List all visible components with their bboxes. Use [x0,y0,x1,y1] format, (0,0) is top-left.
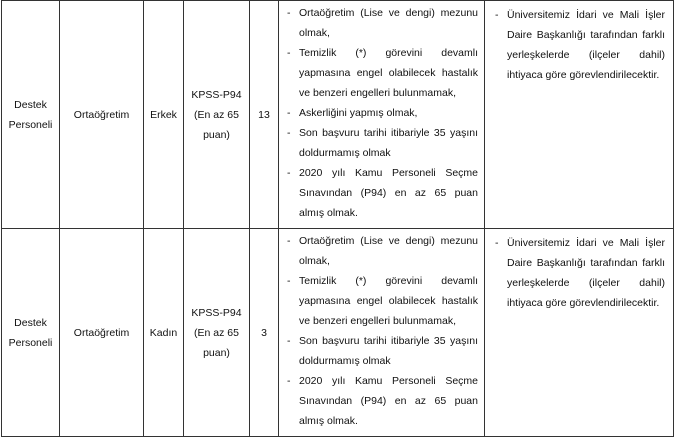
gender-cell: Kadın [144,229,184,437]
education-cell: Ortaöğretim [60,1,144,229]
table-row [2,229,674,437]
count-cell: 3 [250,229,279,437]
score-type-cell: KPSS-P94 (En az 65 puan) [184,1,250,229]
requirement-item: - Temizlik (*) görevini devamlı yapmasına engel olabilecek hastalık ve benzeri engelleri bulunmamak, [285,43,478,103]
positions-table [1,0,674,437]
requirement-item: - Temizlik (*) görevini devamlı yapmasına engel olabilecek hastalık ve benzeri engelleri bulunmamak, [285,271,478,331]
requirement-item: - 2020 yılı Kamu Personeli Seçme Sınavından (P94) en az 65 puan almış olmak. [285,163,478,223]
requirement-item: - Son başvuru tarihi itibariyle 35 yaşını doldurmamış olmak [285,331,478,371]
requirements-cell [279,1,485,229]
gender-cell: Erkek [144,1,184,229]
requirements-list [285,231,478,431]
requirements-cell [279,229,485,437]
requirement-item: - Askerliğini yapmış olmak, [285,103,478,123]
requirement-item: - 2020 yılı Kamu Personeli Seçme Sınavından (P94) en az 65 puan almış olmak. [285,371,478,431]
count-cell: 13 [250,1,279,229]
score-type-cell: KPSS-P94 (En az 65 puan) [184,229,250,437]
category-cell: Destek Personeli [2,229,60,437]
table-row [2,1,674,229]
note-cell [485,1,674,229]
requirement-item: - Ortaöğretim (Lise ve dengi) mezunu olmak, [285,231,478,271]
requirement-item: - Ortaöğretim (Lise ve dengi) mezunu olmak, [285,3,478,43]
requirement-item: - Son başvuru tarihi itibariyle 35 yaşını doldurmamış olmak [285,123,478,163]
education-cell: Ortaöğretim [60,229,144,437]
note-text: - Üniversitemiz İdari ve Mali İşler Daire Başkanlığı tarafından farklı yerleşkelerde (ilçeler dahil) ihtiyaca göre görevlendirilecektir. [493,5,665,85]
note-text: - Üniversitemiz İdari ve Mali İşler Daire Başkanlığı tarafından farklı yerleşkelerde (ilçeler dahil) ihtiyaca göre görevlendirilecektir. [493,233,665,313]
requirements-list [285,3,478,223]
category-cell: Destek Personeli [2,1,60,229]
note-cell [485,229,674,437]
